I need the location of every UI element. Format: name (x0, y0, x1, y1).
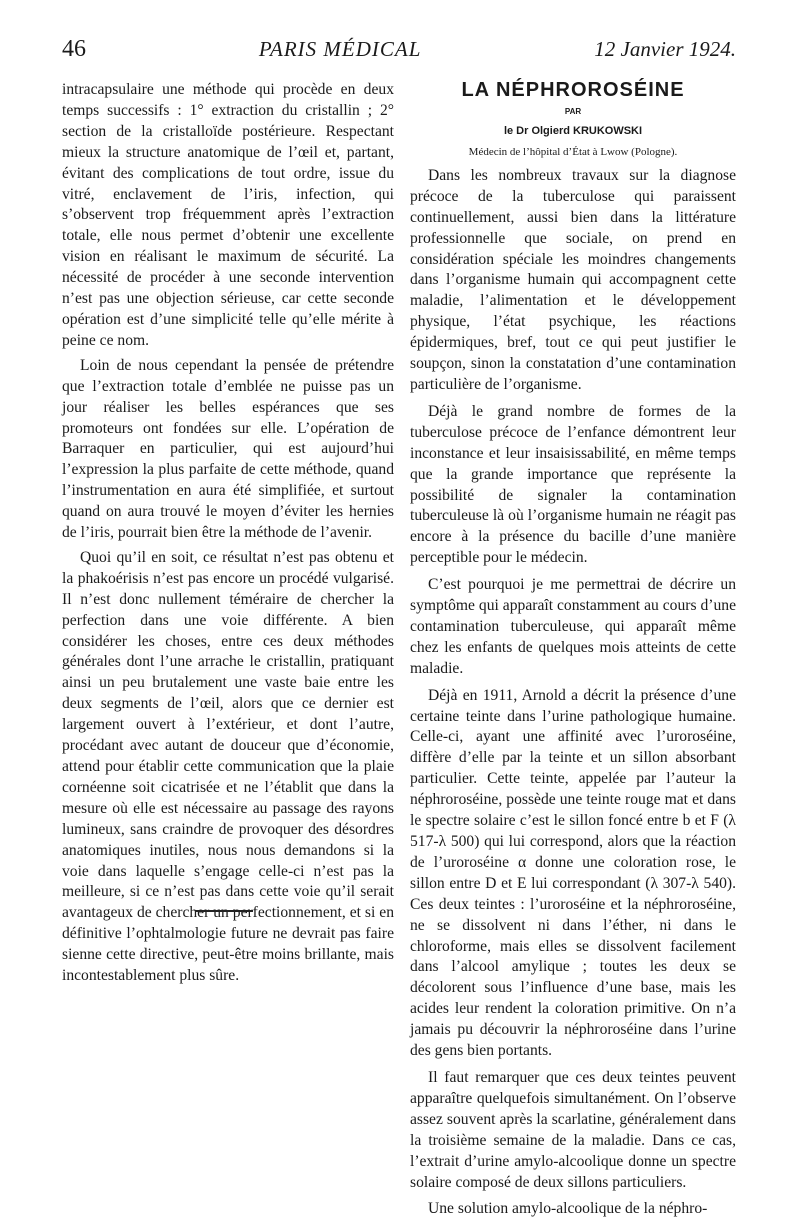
article-paragraph: C’est pourquoi je me permettrai de décrire un symptôme qui apparaît constamment au cours d’une contamination tuberculeuse, qui apparaît même chez les enfants de quelques mois atteints de cette maladie. (410, 576, 736, 677)
left-paragraph: intracapsulaire une méthode qui procède en deux temps successifs : 1° extraction du cristallin ; 2° section de la cristalloïde postérieure. Respectant mieux la structure anatomique de l’œil et, partant, évitant des complications de tout ordre, issue du vitré, enclavement de l’iris, infection, qui s’observent trop fréquemment après l’extraction totale, elle nous permet d’obtenir une excellente vision en réalisant le maximum de sécurité. La nécessité de procéder à une seconde intervention n’est pas une objection sérieuse, car cette seconde opération est d’une simplicité telle qu’elle mérite à peine ce nom. (62, 81, 394, 349)
article-paragraph: Déjà le grand nombre de formes de la tuberculose précoce de l’enfance démontrent leur inconstance et leur insaisissabilité, en même temps que la grande importance que représente la possibilité de signaler la contamination tuberculeuse là où l’organisme humain ne réagit pas encore à la présence du bacille d’une manière perceptible pour le médecin. (410, 402, 736, 567)
journal-title: PARIS MÉDICAL (258, 37, 422, 61)
article-paragraph: Déjà en 1911, Arnold a décrit la présence d’une certaine teinte dans l’urine pathologique humaine. Celle-ci, ayant une affinité avec l’uroroséine, diffère d’elle par la teinte et un sillon absorbant particulier. Cette teinte, appelée par l’auteur la néphroroséine, possède une teinte rouge mat et dans le spectre solaire c’est le sillon foncé entre b et F (λ 517-λ 500) qui lui correspond, alors que la réaction de l’uroroséine α donne une coloration rose, le sillon entre D et E lui correspondant (λ 307-λ 540). Ces deux teintes : l’uroroséine et la néphroroséine, ne se dissolvent ni dans l’éther, ni dans le chloroforme, mais elles se dissolvent facilement dans l’alcool amylique ; toutes les deux se décolorent sous l’influence d’une base, mais les acides leur rendent la coloration primitive. On n’a jamais pu découvrir la néphroroséine dans l’urine des gens bien portants. (410, 686, 736, 1060)
left-column (62, 80, 394, 987)
section-separator (195, 910, 253, 912)
right-column (410, 80, 736, 1220)
article-paragraph: Une solution amylo-alcoolique de la néphro- (428, 1200, 708, 1218)
article-title: LA NÉPHROROSÉINE (461, 79, 685, 101)
author-affiliation: Médecin de l’hôpital d’État à Lwow (Pologne). (468, 145, 678, 158)
article-paragraph: Il faut remarquer que ces deux teintes peuvent apparaître quelquefois simultanément. On l’observe assez souvent après la scarlatine, généralement dans la troisième semaine de la maladie. Dans ce cas, l’extrait d’urine amylo-alcoolique donne un spectre solaire composé de deux sillons particuliers. (410, 1068, 736, 1191)
byline-par: PAR (564, 106, 582, 116)
page-header (62, 36, 736, 70)
left-paragraph: Loin de nous cependant la pensée de prétendre que l’extraction totale d’emblée ne puisse pas un jour réaliser les belles espérances que ses promoteurs ont fondées sur elle. L’opération de Barraquer en particulier, qui est aujourd’hui l’expression la plus parfaite de cette méthode, quand l’instrumentation en aura été simplifiée, et surtout quand on aura trouvé le moyen d’éviter les hernies de l’iris, pourrait bien être la méthode de l’avenir. (62, 356, 394, 542)
issue-date: 12 Janvier 1924. (594, 37, 736, 61)
page-number: 46 (62, 36, 86, 62)
left-paragraph: Quoi qu’il en soit, ce résultat n’est pas obtenu et la phakoérisis n’est pas encore un procédé vulgarisé. Il n’est donc nullement téméraire de chercher la perfection dans une voie différente. A bien considérer les choses, entre ces deux méthodes générales dont l’une arrache le cristallin, pratiquant ainsi un peu brutalement une vaste baie entre les deux segments de l’œil, alors que ce dernier est largement ouvert à l’extérieur, et dont l’autre, procédant avec autant de douceur que d’économie, attend pour établir cette communication que la plaie cornéenne soit cicatrisée et ne l’établit que dans la mesure où elle est nécessaire au passage des rayons lumineux, sans craindre de provoquer des désordres anatomiques inutiles, nous nous demandons si la voie dans laquelle s’engage celle-ci n’est pas la meilleure, si ce n’est pas dans cette voie qu’il serait avantageux de chercher un perfectionnement, et si en définitive l’ophtalmologie future ne devrait pas faire sienne cette directive, peut-être moins brillante, mais incontestablement plus sûre. (62, 548, 394, 985)
article-paragraph: Dans les nombreux travaux sur la diagnose précoce de la tuberculose qui paraissent continuellement, aussi bien dans la littérature professionnelle que sociale, on prend en considération spéciale les moindres changements dans l’organisme humain qui accompagnent cette maladie, l’alimentation et le développement physique, l’état psychique, les réactions épidermiques, bref, tout ce qui peut justifier le soupçon, sinon la constatation d’une contamination particulière de l’organisme. (410, 166, 736, 393)
article-author: le Dr Olgierd KRUKOWSKI (503, 124, 643, 137)
